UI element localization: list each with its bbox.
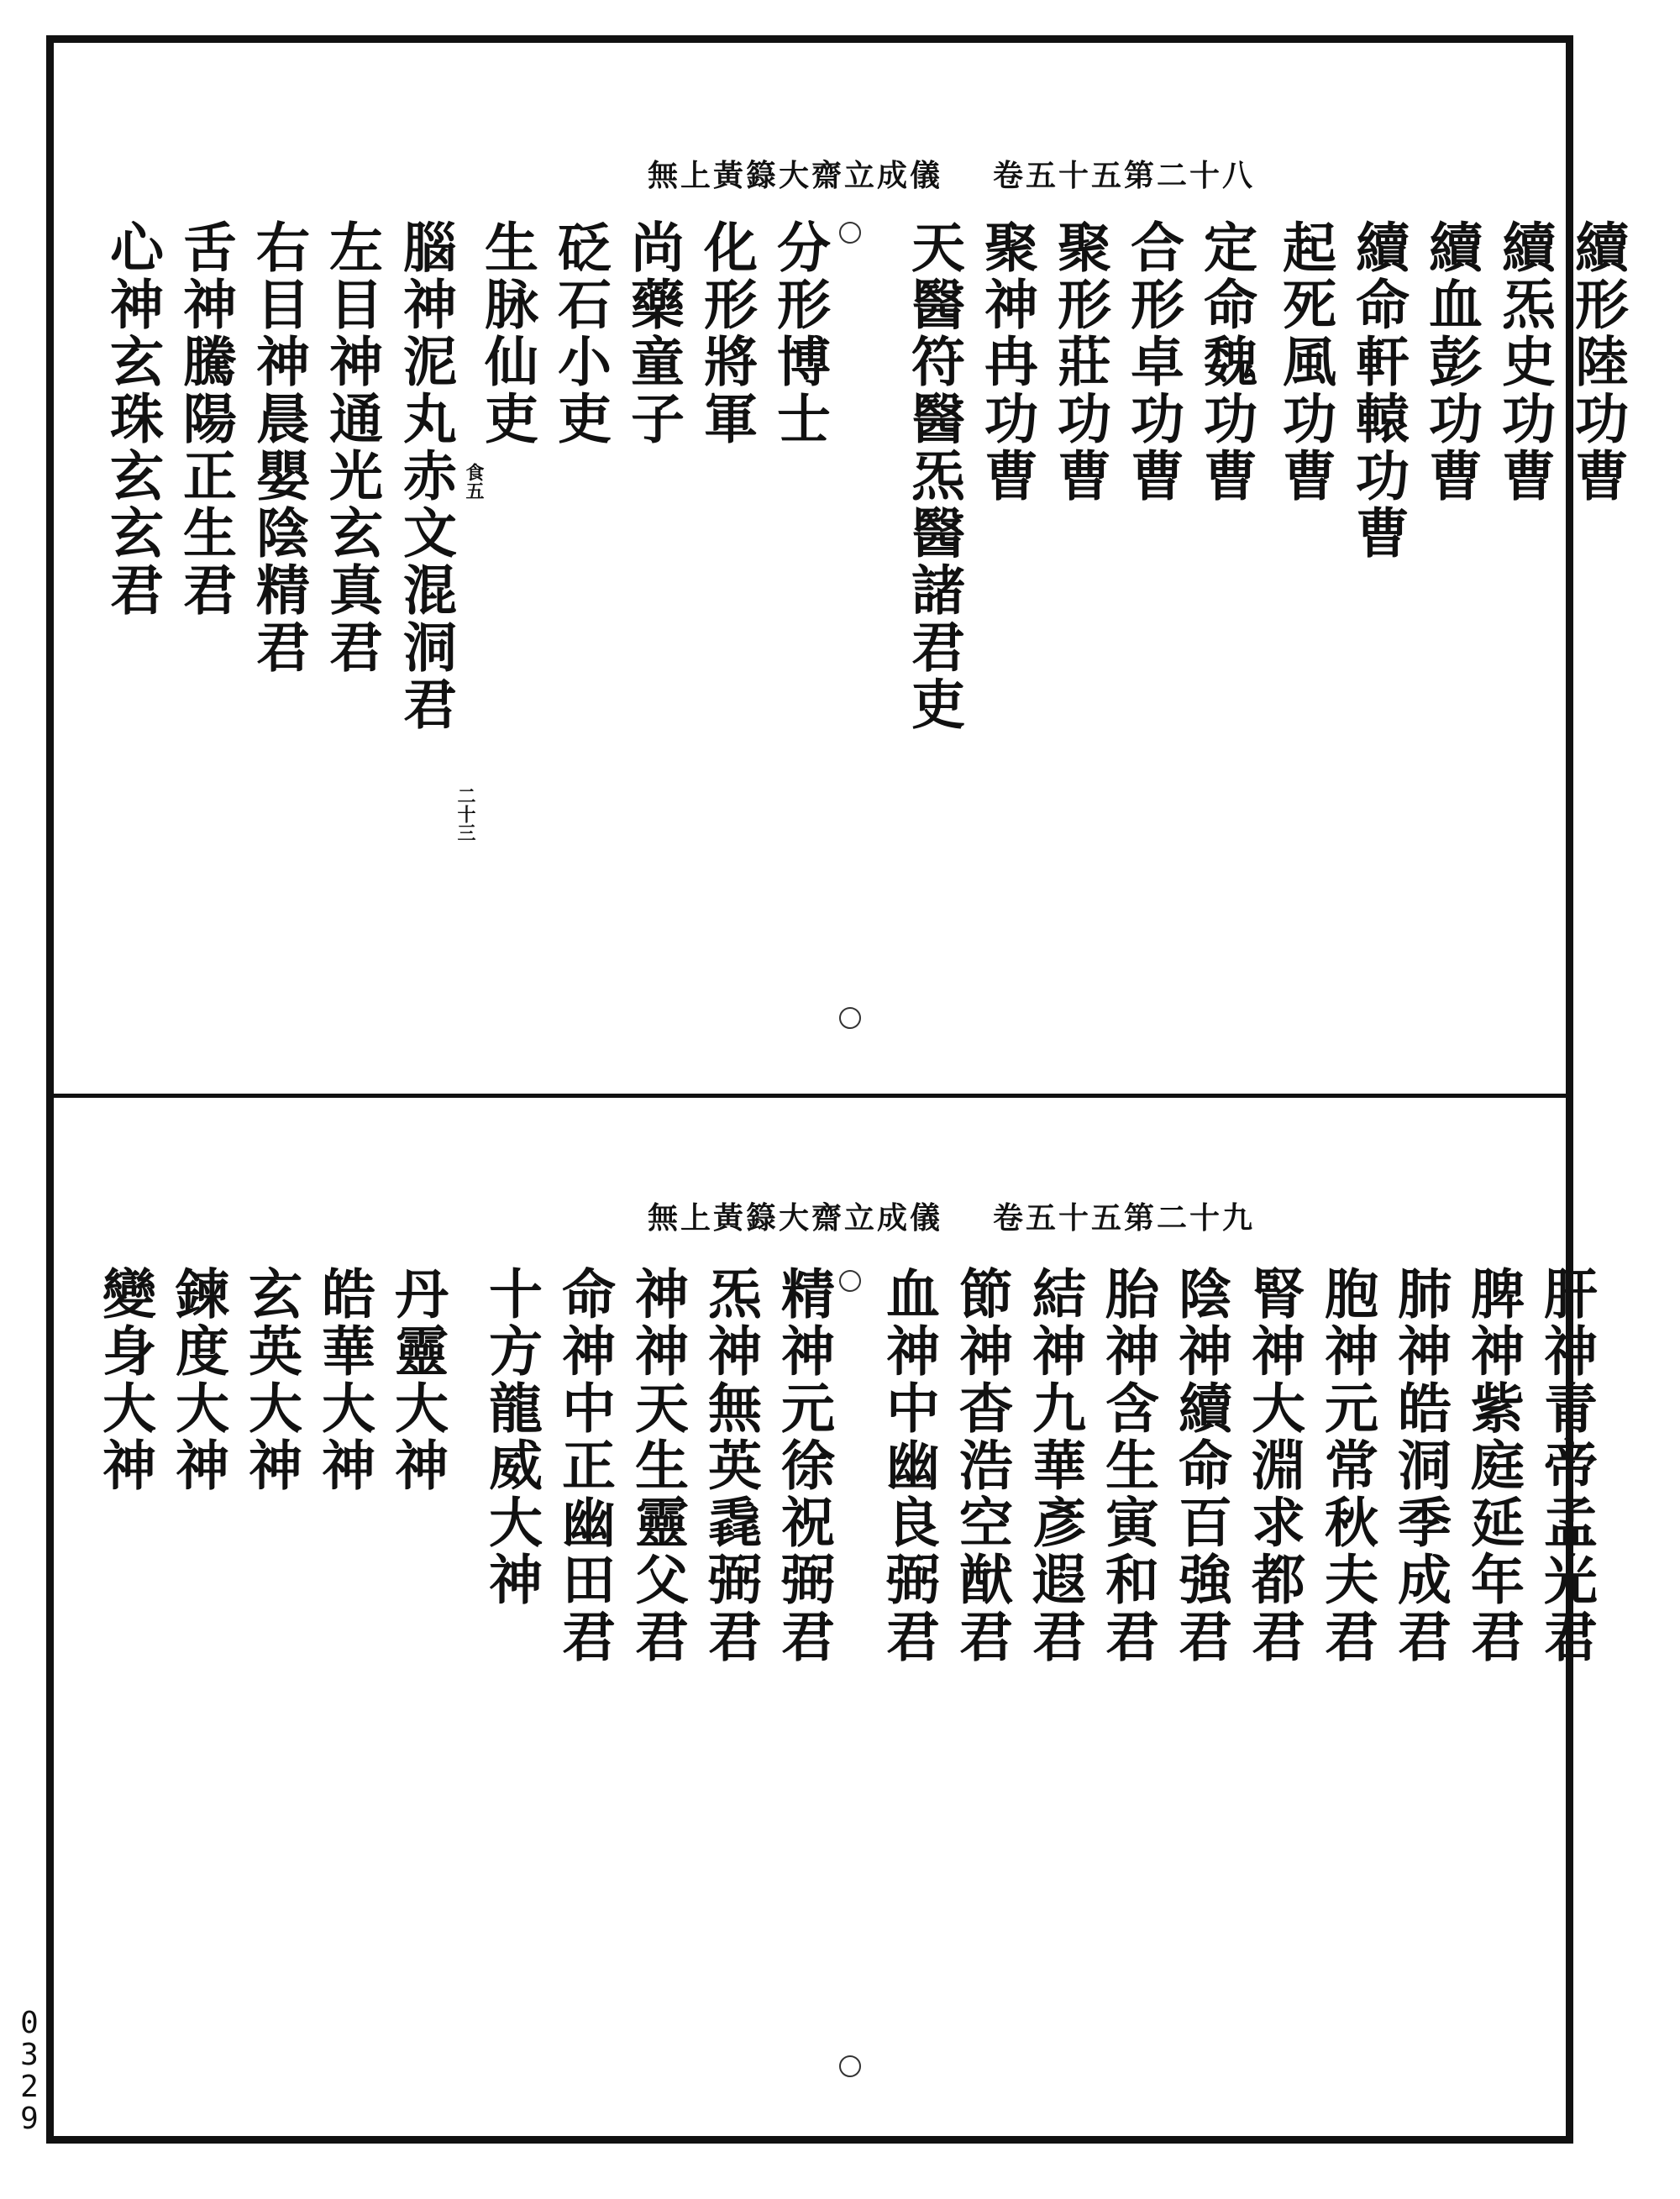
bottom-column-5: 腎神大淵求都君 — [1242, 1266, 1305, 1666]
top-column-12: 化形將軍 — [695, 219, 758, 448]
top-page — [54, 43, 1629, 1094]
bottom-column-9: 節神杳浩空猷君 — [950, 1266, 1013, 1666]
side-code — [17, 2007, 42, 2135]
bottom-column-2: 脾神紫庭延年君 — [1462, 1266, 1525, 1666]
bottom-column-17: 皓華大神 — [312, 1266, 375, 1494]
bottom-column-8: 結神九華彥遐君 — [1023, 1266, 1086, 1666]
top-column-16: 腦神泥丸赤文混洞君 — [394, 219, 457, 733]
bottom-column-14: 命神中正幽田君 — [553, 1266, 616, 1666]
top-column-19: 舌神騰陽正生君 — [174, 219, 237, 619]
top-column-18: 右目神晨嬰陰精君 — [247, 219, 310, 676]
side-code-digit: 0 — [20, 2006, 39, 2040]
bottom-column-6: 陰神續命百強君 — [1169, 1266, 1232, 1666]
top-column-11: 分形博士 — [768, 219, 831, 448]
bottom-header-volume: 卷五十五第二十九 — [992, 1200, 1255, 1236]
bottom-column-16: 丹靈大神 — [386, 1266, 449, 1494]
bottom-column-18: 玄英大神 — [239, 1266, 302, 1494]
bottom-column-15: 十方龍威大神 — [480, 1266, 543, 1609]
bottom-header-title: 無上黃籙大齋立成儀 — [647, 1200, 942, 1236]
top-marginal-note: 食五 — [463, 463, 485, 500]
top-header-title: 無上黃籙大齋立成儀 — [647, 158, 942, 193]
top-column-6: 定命魏功曹 — [1194, 219, 1257, 505]
top-column-17: 左目神通光玄真君 — [320, 219, 383, 676]
bottom-circle-mark — [839, 1270, 861, 1292]
bottom-column-1: 肝神青帝孟光君 — [1535, 1266, 1598, 1666]
top-page-number: 二十三 — [454, 786, 476, 842]
top-column-1: 續形陸功曹 — [1566, 219, 1629, 505]
bottom-column-11: 精神元徐祝弼君 — [772, 1266, 835, 1666]
bottom-column-4: 胞神元常秋夫君 — [1315, 1266, 1378, 1666]
top-column-13: 尚藥童子 — [622, 219, 685, 448]
top-binding-circle — [839, 1007, 861, 1029]
side-code-digit: 9 — [20, 2102, 39, 2136]
top-column-8: 聚形莊功曹 — [1048, 219, 1111, 505]
top-circle-mark — [839, 222, 861, 244]
top-column-15: 生脉仙吏 — [475, 219, 538, 448]
bottom-column-19: 鍊度大神 — [166, 1266, 229, 1494]
bottom-column-3: 肺神皓洞季成君 — [1389, 1266, 1452, 1666]
top-column-7: 合形卓功曹 — [1121, 219, 1184, 505]
bottom-column-20: 變身大神 — [93, 1266, 156, 1494]
top-header-volume: 卷五十五第二十八 — [992, 158, 1255, 193]
top-column-5: 起死風功曹 — [1273, 219, 1336, 505]
bottom-column-12: 炁神無英毳弼君 — [699, 1266, 762, 1666]
side-code-digit: 3 — [20, 2038, 39, 2072]
bottom-running-header — [648, 1194, 1255, 1237]
side-code-digit: 2 — [20, 2070, 39, 2104]
bottom-page — [54, 1098, 1598, 2136]
bottom-column-13: 神神天生靈父君 — [626, 1266, 689, 1666]
bottom-column-10: 血神中幽良弼君 — [877, 1266, 940, 1666]
top-column-10: 天醫符醫炁醫諸君吏 — [902, 219, 965, 733]
top-column-4: 續命軒轅功曹 — [1347, 219, 1410, 562]
top-running-header — [648, 152, 1255, 195]
top-column-2: 續炁史功曹 — [1493, 219, 1556, 505]
bottom-binding-circle — [839, 2055, 861, 2077]
top-column-20: 心神玄珠玄玄君 — [101, 219, 164, 619]
top-column-14: 砭石小吏 — [549, 219, 612, 448]
top-column-3: 續血彭功曹 — [1420, 219, 1483, 505]
bottom-column-7: 胎神含生寅和君 — [1096, 1266, 1159, 1666]
top-column-9: 聚神冉功曹 — [975, 219, 1038, 505]
